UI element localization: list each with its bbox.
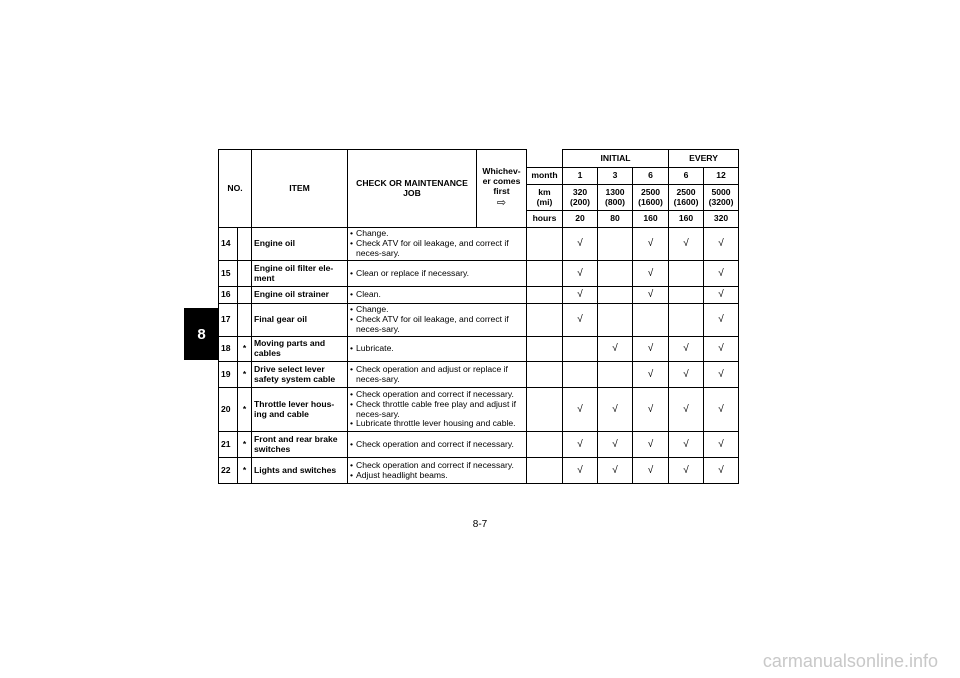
- row-number: 16: [219, 287, 238, 304]
- table-row: [219, 432, 739, 458]
- table-row: [219, 458, 739, 484]
- row-item: Lights and switches: [252, 458, 348, 484]
- row-job: [348, 287, 527, 304]
- check-mark-icon: √: [669, 362, 704, 388]
- row-item: Engine oil: [252, 228, 348, 261]
- row-item: Final gear oil: [252, 304, 348, 337]
- check-mark-icon: √: [704, 228, 739, 261]
- header-job-line1: CHECK OR MAINTENANCE: [356, 177, 468, 188]
- km-label: km (mi): [527, 185, 563, 211]
- maintenance-rows: [219, 228, 739, 484]
- interval-blank-cell: [527, 261, 563, 287]
- header-job: [348, 150, 477, 228]
- empty-check-cell: [563, 362, 598, 388]
- row-number: 15: [219, 261, 238, 287]
- row-job: [348, 432, 527, 458]
- check-mark-icon: √: [704, 304, 739, 337]
- row-asterisk: [238, 261, 252, 287]
- row-item: Front and rear brake switches: [252, 432, 348, 458]
- row-number: 21: [219, 432, 238, 458]
- job-bullet: • Check ATV for oil leakage, and correct if neces-sary.: [350, 315, 524, 335]
- check-mark-icon: √: [633, 388, 669, 432]
- row-item: Drive select lever safety system cable: [252, 362, 348, 388]
- interval-blank-cell: [527, 362, 563, 388]
- row-item: Throttle lever hous-ing and cable: [252, 388, 348, 432]
- table-row: [219, 304, 739, 337]
- check-mark-icon: √: [563, 388, 598, 432]
- check-mark-icon: √: [598, 432, 633, 458]
- interval-blank-cell: [527, 388, 563, 432]
- check-mark-icon: √: [704, 362, 739, 388]
- header-whichever: [477, 150, 527, 228]
- check-mark-icon: √: [669, 388, 704, 432]
- check-mark-icon: √: [669, 432, 704, 458]
- row-asterisk: [238, 287, 252, 304]
- empty-check-cell: [563, 337, 598, 362]
- row-job: [348, 228, 527, 261]
- row-asterisk: *: [238, 362, 252, 388]
- interval-blank-cell: [527, 337, 563, 362]
- check-mark-icon: √: [704, 432, 739, 458]
- whichever-line2: er comes: [482, 176, 521, 187]
- page-number: 8-7: [472, 519, 488, 530]
- check-mark-icon: √: [669, 228, 704, 261]
- check-mark-icon: √: [704, 388, 739, 432]
- row-asterisk: *: [238, 337, 252, 362]
- row-number: 18: [219, 337, 238, 362]
- month-label: month: [527, 168, 563, 185]
- row-job: [348, 362, 527, 388]
- hours-value: 160: [669, 211, 704, 228]
- hours-label: hours: [527, 211, 563, 228]
- check-mark-icon: √: [669, 337, 704, 362]
- row-job: [348, 261, 527, 287]
- row-item: Engine oil strainer: [252, 287, 348, 304]
- check-mark-icon: √: [633, 337, 669, 362]
- check-mark-icon: √: [563, 261, 598, 287]
- row-job: [348, 304, 527, 337]
- table-row: [219, 362, 739, 388]
- check-mark-icon: √: [633, 362, 669, 388]
- row-number: 19: [219, 362, 238, 388]
- job-bullet: • Clean or replace if necessary.: [350, 269, 524, 279]
- interval-blank-cell: [527, 458, 563, 484]
- job-bullet: • Change.: [350, 305, 524, 315]
- check-mark-icon: √: [563, 228, 598, 261]
- job-bullet: • Change.: [350, 229, 524, 239]
- table-row: [219, 337, 739, 362]
- check-mark-icon: √: [633, 261, 669, 287]
- empty-check-cell: [669, 261, 704, 287]
- row-item: Moving parts and cables: [252, 337, 348, 362]
- row-asterisk: *: [238, 388, 252, 432]
- job-bullet: • Lubricate throttle lever housing and cable.: [350, 419, 524, 429]
- maintenance-table: [218, 149, 739, 484]
- empty-check-cell: [633, 304, 669, 337]
- job-bullet: • Check operation and adjust or replace if neces-sary.: [350, 365, 524, 385]
- whichever-line1: Whichev-: [482, 166, 521, 177]
- job-bullet: • Check operation and correct if necessary.: [350, 461, 524, 471]
- hours-value: 20: [563, 211, 598, 228]
- row-number: 20: [219, 388, 238, 432]
- month-value: 6: [669, 168, 704, 185]
- right-arrow-icon: ⇨: [496, 196, 507, 209]
- check-mark-icon: √: [563, 458, 598, 484]
- row-job: [348, 337, 527, 362]
- empty-check-cell: [598, 261, 633, 287]
- empty-check-cell: [598, 287, 633, 304]
- header-item: ITEM: [252, 150, 348, 228]
- hours-value: 80: [598, 211, 633, 228]
- check-mark-icon: √: [563, 304, 598, 337]
- whichever-line3: first: [493, 186, 510, 197]
- table-row: [219, 388, 739, 432]
- check-mark-icon: √: [704, 261, 739, 287]
- job-bullet: • Lubricate.: [350, 344, 524, 354]
- job-bullet: • Check operation and correct if necessary.: [350, 440, 524, 450]
- hours-value: 320: [704, 211, 739, 228]
- km-value: 5000 (3200): [704, 185, 739, 211]
- month-value: 12: [704, 168, 739, 185]
- row-job: [348, 458, 527, 484]
- check-mark-icon: √: [633, 458, 669, 484]
- km-value: 1300 (800): [598, 185, 633, 211]
- row-asterisk: [238, 304, 252, 337]
- header-job-line2: JOB: [403, 187, 421, 198]
- empty-check-cell: [669, 304, 704, 337]
- interval-blank-cell: [527, 287, 563, 304]
- row-asterisk: [238, 228, 252, 261]
- km-value: 2500 (1600): [669, 185, 704, 211]
- row-job: [348, 388, 527, 432]
- km-value: 320 (200): [563, 185, 598, 211]
- check-mark-icon: √: [633, 287, 669, 304]
- empty-check-cell: [598, 228, 633, 261]
- row-number: 14: [219, 228, 238, 261]
- month-value: 6: [633, 168, 669, 185]
- row-number: 17: [219, 304, 238, 337]
- check-mark-icon: √: [704, 287, 739, 304]
- row-asterisk: *: [238, 432, 252, 458]
- table-row: [219, 287, 739, 304]
- check-mark-icon: √: [704, 458, 739, 484]
- job-bullet: • Clean.: [350, 290, 524, 300]
- header-every: EVERY: [669, 150, 739, 168]
- job-bullet: • Check ATV for oil leakage, and correct if neces-sary.: [350, 239, 524, 259]
- empty-check-cell: [598, 304, 633, 337]
- row-number: 22: [219, 458, 238, 484]
- check-mark-icon: √: [563, 287, 598, 304]
- hours-value: 160: [633, 211, 669, 228]
- watermark: carmanualsonline.info: [762, 651, 938, 671]
- job-bullet: • Check operation and correct if necessary.: [350, 390, 524, 400]
- check-mark-icon: √: [598, 337, 633, 362]
- check-mark-icon: √: [633, 432, 669, 458]
- check-mark-icon: √: [633, 228, 669, 261]
- job-bullet: • Adjust headlight beams.: [350, 471, 524, 481]
- month-value: 1: [563, 168, 598, 185]
- row-asterisk: *: [238, 458, 252, 484]
- check-mark-icon: √: [598, 388, 633, 432]
- job-bullet: • Check throttle cable free play and adjust if neces-sary.: [350, 400, 524, 420]
- header-no: NO.: [219, 150, 252, 228]
- table-row: [219, 228, 739, 261]
- interval-blank-cell: [527, 432, 563, 458]
- km-value: 2500 (1600): [633, 185, 669, 211]
- row-item: Engine oil filter ele-ment: [252, 261, 348, 287]
- interval-blank-cell: [527, 228, 563, 261]
- check-mark-icon: √: [563, 432, 598, 458]
- header-initial: INITIAL: [563, 150, 669, 168]
- table-row: [219, 261, 739, 287]
- chapter-tab: 8: [184, 308, 219, 360]
- interval-blank-cell: [527, 304, 563, 337]
- check-mark-icon: √: [598, 458, 633, 484]
- empty-check-cell: [598, 362, 633, 388]
- check-mark-icon: √: [704, 337, 739, 362]
- empty-check-cell: [669, 287, 704, 304]
- check-mark-icon: √: [669, 458, 704, 484]
- month-value: 3: [598, 168, 633, 185]
